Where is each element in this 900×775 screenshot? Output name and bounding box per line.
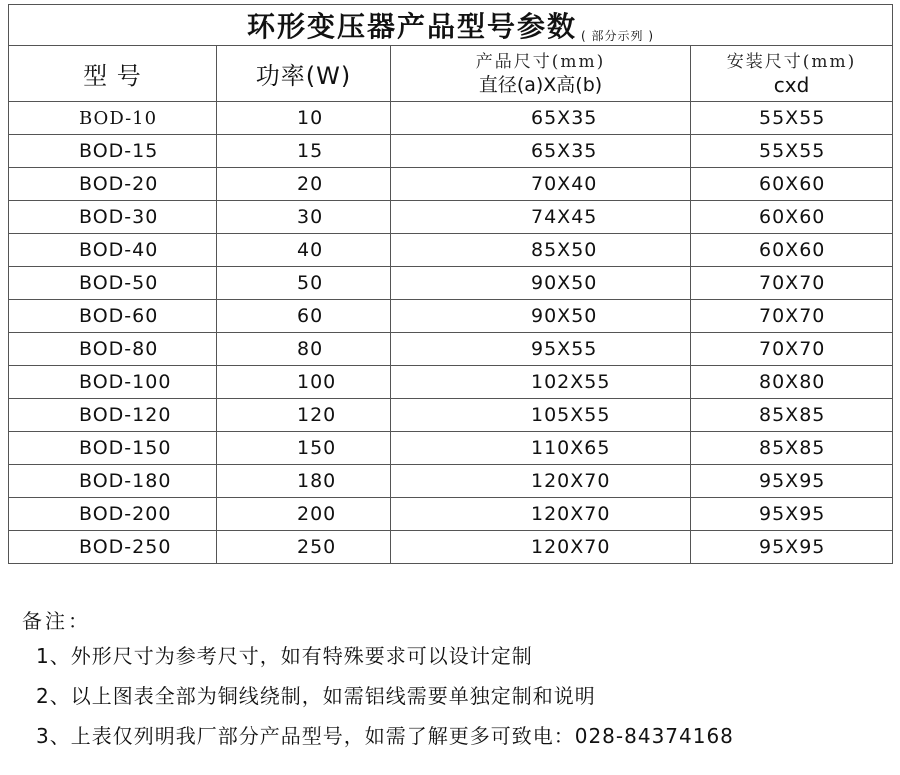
- table-row: [9, 531, 893, 564]
- cell-size: 110X65: [391, 432, 691, 465]
- cell-mount: 60X60: [691, 168, 893, 201]
- cell-model: BOD-50: [9, 267, 217, 300]
- cell-power: 15: [217, 135, 391, 168]
- cell-power: 200: [217, 498, 391, 531]
- cell-size: 120X70: [391, 465, 691, 498]
- table-row: [9, 300, 893, 333]
- table-row: [9, 267, 893, 300]
- cell-model: BOD-60: [9, 300, 217, 333]
- table-row: [9, 201, 893, 234]
- cell-model: BOD-20: [9, 168, 217, 201]
- table-row: [9, 366, 893, 399]
- cell-model: BOD-15: [9, 135, 217, 168]
- notes-heading: 备注：: [22, 609, 91, 633]
- header-size-line1: 产品尺寸(mm): [475, 51, 606, 72]
- cell-model: BOD-30: [9, 201, 217, 234]
- table-row: [9, 465, 893, 498]
- cell-power: 50: [217, 267, 391, 300]
- cell-model: BOD-250: [9, 531, 217, 564]
- cell-model: BOD-200: [9, 498, 217, 531]
- table-title: [9, 5, 893, 46]
- header-size: [391, 46, 691, 102]
- cell-size: 120X70: [391, 498, 691, 531]
- cell-mount: 95X95: [691, 531, 893, 564]
- cell-mount: 55X55: [691, 135, 893, 168]
- cell-power: 40: [217, 234, 391, 267]
- cell-model: BOD-180: [9, 465, 217, 498]
- cell-mount: 70X70: [691, 300, 893, 333]
- cell-size: 90X50: [391, 300, 691, 333]
- cell-power: 120: [217, 399, 391, 432]
- parameter-table-wrapper: [8, 4, 892, 564]
- table-row: [9, 432, 893, 465]
- note-item: 2、以上图表全部为铜线绕制，如需铝线需要单独定制和说明: [36, 684, 596, 708]
- cell-power: 100: [217, 366, 391, 399]
- header-size-line2: 直径(a)X高(b): [478, 73, 603, 96]
- cell-size: 102X55: [391, 366, 691, 399]
- cell-model: BOD-40: [9, 234, 217, 267]
- header-model: 型 号: [9, 46, 217, 102]
- cell-model: BOD-10: [9, 102, 217, 135]
- cell-model: BOD-80: [9, 333, 217, 366]
- table-row: [9, 333, 893, 366]
- table-title-text: 环形变压器产品型号参数: [247, 10, 578, 43]
- cell-mount: 85X85: [691, 432, 893, 465]
- cell-mount: 60X60: [691, 234, 893, 267]
- table-row: [9, 498, 893, 531]
- cell-mount: 70X70: [691, 267, 893, 300]
- cell-model: BOD-120: [9, 399, 217, 432]
- note-item: 1、外形尺寸为参考尺寸，如有特殊要求可以设计定制: [36, 644, 533, 668]
- cell-model: BOD-150: [9, 432, 217, 465]
- table-row: [9, 399, 893, 432]
- cell-power: 150: [217, 432, 391, 465]
- note-item: 3、上表仅列明我厂部分产品型号，如需了解更多可致电：028-84374168: [36, 724, 734, 748]
- cell-mount: 85X85: [691, 399, 893, 432]
- cell-mount: 95X95: [691, 465, 893, 498]
- table-title-subtitle: ( 部分示列 ): [581, 29, 655, 43]
- cell-power: 30: [217, 201, 391, 234]
- cell-model: BOD-100: [9, 366, 217, 399]
- parameter-table: [8, 4, 893, 564]
- table-row: [9, 135, 893, 168]
- cell-mount: 55X55: [691, 102, 893, 135]
- table-row: [9, 168, 893, 201]
- header-mount-line2: cxd: [773, 72, 810, 97]
- notes-section: [22, 606, 882, 756]
- cell-power: 80: [217, 333, 391, 366]
- cell-size: 90X50: [391, 267, 691, 300]
- cell-size: 65X35: [391, 102, 691, 135]
- cell-power: 180: [217, 465, 391, 498]
- cell-mount: 95X95: [691, 498, 893, 531]
- header-power: 功率(W): [217, 46, 391, 102]
- cell-size: 120X70: [391, 531, 691, 564]
- table-row: [9, 234, 893, 267]
- cell-power: 20: [217, 168, 391, 201]
- cell-mount: 80X80: [691, 366, 893, 399]
- header-mount-line1: 安装尺寸(mm): [726, 51, 857, 72]
- cell-power: 60: [217, 300, 391, 333]
- cell-size: 95X55: [391, 333, 691, 366]
- cell-size: 70X40: [391, 168, 691, 201]
- cell-power: 10: [217, 102, 391, 135]
- table-row: [9, 102, 893, 135]
- cell-power: 250: [217, 531, 391, 564]
- cell-size: 74X45: [391, 201, 691, 234]
- cell-size: 105X55: [391, 399, 691, 432]
- cell-size: 85X50: [391, 234, 691, 267]
- header-mount: [691, 46, 893, 102]
- cell-mount: 60X60: [691, 201, 893, 234]
- cell-size: 65X35: [391, 135, 691, 168]
- cell-mount: 70X70: [691, 333, 893, 366]
